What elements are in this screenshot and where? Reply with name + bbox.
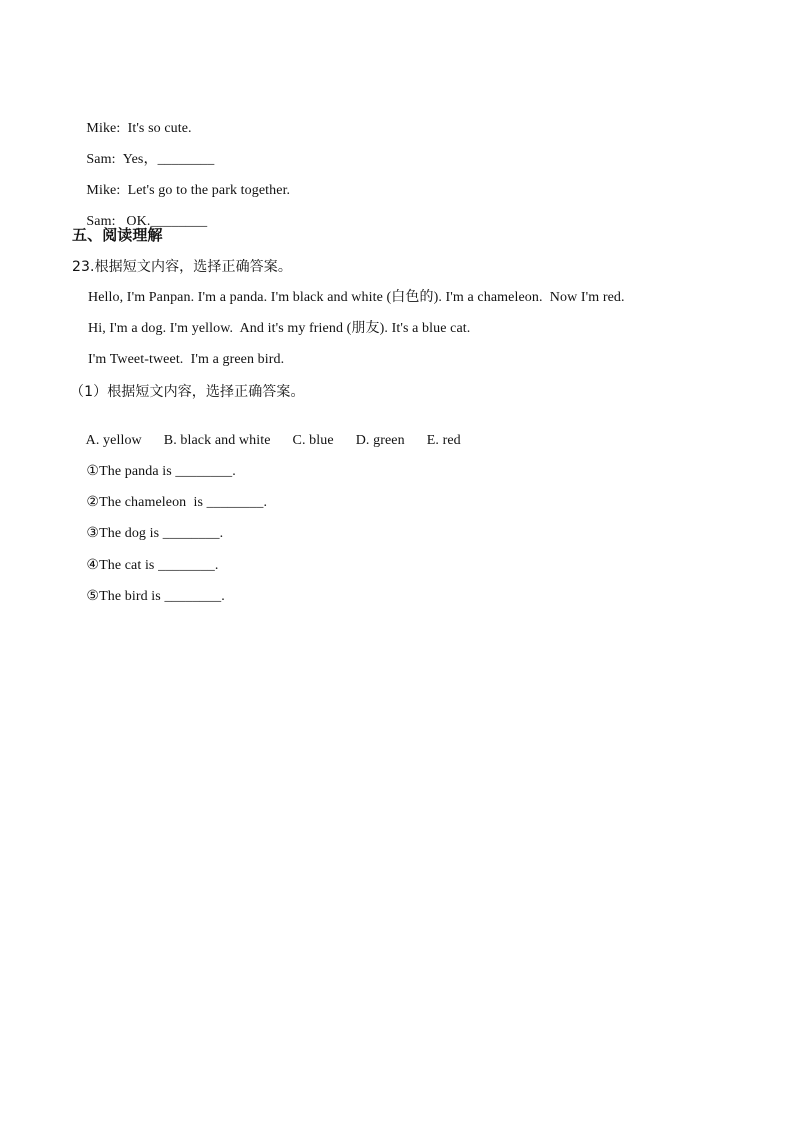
sub-question-title: （1）根据短文内容，选择正确答案。 — [70, 384, 305, 400]
option-e: E. red — [426, 433, 461, 448]
answer-blank[interactable]: ________ — [175, 464, 233, 479]
option-d: D. green — [355, 433, 405, 448]
dialogue-text: Yes， — [122, 152, 158, 167]
answer-blank[interactable]: ________ — [164, 589, 222, 604]
item-number: ① — [86, 464, 100, 479]
item-text: The cat is — [99, 558, 155, 573]
option-a: A. yellow — [85, 433, 142, 448]
passage-line-3: I'm Tweet-tweet. I'm a green bird. — [88, 352, 285, 367]
item-text: The dog is — [99, 526, 160, 541]
item-number: ② — [86, 495, 100, 510]
item-text: The panda is — [99, 464, 172, 479]
option-b: B. black and white — [163, 433, 271, 448]
passage-line-2: Hi, I'm a dog. I'm yellow. And it's my friend (朋友). It's a blue cat. — [88, 321, 471, 336]
answer-blank[interactable]: ________ — [162, 526, 220, 541]
answer-blank[interactable]: ________ — [206, 495, 264, 510]
fill-item-5 — [72, 570, 225, 624]
item-number: ④ — [86, 558, 100, 573]
dialogue-text: Let's go to the park together. — [127, 183, 291, 198]
item-number: ③ — [86, 526, 100, 541]
section-heading: 五、阅读理解 — [72, 226, 163, 244]
item-end: . — [232, 464, 236, 479]
dialogue-text: It's so cute. — [127, 121, 192, 136]
speaker: Sam: — [86, 152, 116, 167]
item-end: . — [214, 558, 219, 573]
item-end: . — [219, 526, 224, 541]
item-number: ⑤ — [86, 589, 100, 604]
speaker: Mike: — [86, 121, 121, 136]
passage-line-1: Hello, I'm Panpan. I'm a panda. I'm black and white (白色的). I'm a chameleon. Now I'm red. — [88, 290, 625, 305]
dialogue-text: OK. — [126, 214, 151, 229]
answer-blank[interactable]: ________ — [157, 152, 215, 167]
item-end: . — [221, 589, 225, 604]
answer-blank[interactable]: ________ — [150, 214, 208, 229]
speaker: Sam: — [86, 214, 116, 229]
answer-blank[interactable]: ________ — [158, 558, 215, 573]
question-title: 23.根据短文内容，选择正确答案。 — [72, 259, 292, 275]
option-c: C. blue — [292, 433, 334, 448]
item-end: . — [263, 495, 268, 510]
item-text: The chameleon is — [99, 495, 204, 510]
item-text: The bird is — [99, 589, 161, 604]
speaker: Mike: — [86, 183, 121, 198]
